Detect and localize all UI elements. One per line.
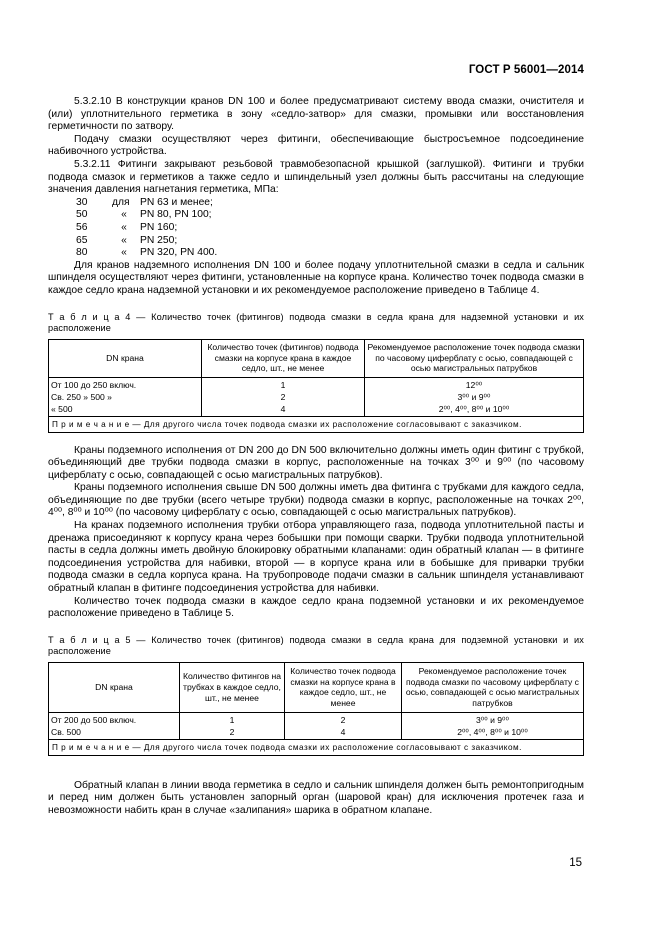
page-number: 15 [569,857,582,869]
table4-cell-dn: Св. 250 » 500 » [51,391,112,402]
table5-cell-position: 3⁰⁰ и 9⁰⁰ [476,714,509,725]
table4-note: П р и м е ч а н и е — Для другого числа точек подвода смазки их расположение согласовывают с заказчиком. [49,416,584,432]
table4-header-dn: DN крана [49,339,202,377]
table5-cell-points: 2 [340,714,346,725]
table5-caption: Т а б л и ц а 5 — Количество точек (фитингов) подвода смазки в седла крана для подземной установки и их расположение [48,634,584,656]
table5-cell-dn: Св. 500 [51,726,81,737]
table4-cell-dn: « 500 [51,403,73,414]
table5-cell-position: 2⁰⁰, 4⁰⁰, 8⁰⁰ и 10⁰⁰ [457,726,528,737]
table5-note: П р и м е ч а н и е — Для другого числа точек подвода смазки их расположение согласовывают с заказчиком. [49,739,584,755]
paragraph-underground-2: Краны подземного исполнения свыше DN 500 должны иметь два фитинга с трубками для каждого седла, объединяющие по две трубки (всего четыре трубки) подвода смазки в корпус, расположенные на точках 2⁰⁰, 4⁰⁰, 8⁰⁰ и 10⁰⁰ (по часовому циферблату с осью, совпадающей с осью магистральных патрубков). [48,482,584,519]
table5 [48,662,584,756]
paragraph-underground-3: На кранах подземного исполнения трубки отбора управляющего газа, подвода уплотнительной пасты и дренажа присоединяют к корпусу крана через бобышки при помощи сварки. Трубки подвода уплотнительной пасты в седла должны иметь двойную блокировку обратными клапанами: один обратный клапан — в фитинге подсоединения устройства для набивки, второй — в корпусе крана или в бобышке для приварки трубки подвода смазки в седла корпуса крана. На трубопроводе подачи смазки в сальник шпинделя устанавливают обратный клапан в фитинге подсоединения устройства для набивки. [48,520,584,595]
table5-cell-dn: От 200 до 500 включ. [51,714,137,725]
section-5-3-2-10: 5.3.2.10 В конструкции кранов DN 100 и более предусматривают систему ввода смазки, очистителя и (или) уплотнительного герметика в зону «седло-затвор» для смазки, промывки или восстановления герметичности по затвору. [48,96,584,133]
pressure-values-list [48,197,584,260]
table4 [48,339,584,433]
table4-cell-position: 12⁰⁰ [465,379,483,390]
body-text [48,96,584,818]
table4-cell-qty: 4 [280,403,286,414]
table5-header-dn: DN крана [49,662,180,712]
table4-cell-qty: 1 [280,379,286,390]
table4-cell-position: 2⁰⁰, 4⁰⁰, 8⁰⁰ и 10⁰⁰ [438,403,510,414]
standard-header: ГОСТ Р 56001—2014 [468,64,584,76]
table4-header-qty: Количество точек (фитингов) подвода смазки на корпусе крана в каждое седло, шт., не менее [202,339,365,377]
paragraph-check-valve: Обратный клапан в линии ввода герметика в седло и сальник шпинделя должен быть ремонтопригодным и перед ним должен быть установлен запорный орган (шаровой кран) для исключения протечек газа и невозможности набить кран в случае «залипания» шарика в обратном клапане. [48,779,584,816]
table5-cell-fittings: 1 [229,714,235,725]
table5-header-position: Рекомендуемое расположение точек подвода смазки по часовому циферблату с осью, совпадающей с осью магистральных патрубков [402,662,584,712]
table4-caption: Т а б л и ц а 4 — Количество точек (фитингов) подвода смазки в седла крана для надземной установки и их расположение [48,311,584,333]
list-item: 50 « PN 80, PN 100; [76,209,212,221]
list-item: 65 « PN 250; [76,234,178,246]
paragraph-underground-4: Количество точек подвода смазки в каждое седло крана подземной установки и их рекомендуемое расположение приведено в Таблице 5. [48,595,584,620]
paragraph-above-ground: Для кранов надземного исполнения DN 100 и более подачу уплотнительной смазки в седла и сальник шпинделя осуществляют через фитинги, установленные на корпусе крана. Количество точек подвода смазки в каждое седло крана надземной установки и их рекомендуемое расположение приведено в Таблице 4. [48,259,584,296]
table4-header-position: Рекомендуемое расположение точек подвода смазки по часовому циферблату с осью, совпадающей с осью магистральных патрубков [365,339,584,377]
section-5-3-2-11: 5.3.2.11 Фитинги закрывают резьбовой травмобезопасной крышкой (заглушкой). Фитинги и трубки подвода смазок и герметиков а также седло и шпиндельный узел должны быть рассчитаны на следующие значения давления нагнетания герметика, МПа: [48,158,584,196]
paragraph-supply: Подачу смазки осуществляют через фитинги, обеспечивающие быстросъемное подсоединение набивочного устройства. [48,133,584,158]
list-item: 30 для PN 63 и менее; [76,196,213,208]
paragraph-underground-1: Краны подземного исполнения от DN 200 до DN 500 включительно должны иметь один фитинг с трубкой, объединяющий две трубки подвода смазки в корпус, расположенные на точках 3⁰⁰ и 9⁰⁰ (по часовому циферблату с осью, совпадающей с осью магистральных патрубков). [48,444,584,481]
table5-header-points: Количество точек подвода смазки на корпусе крана в каждое седло, шт., не менее [285,662,402,712]
table4-cell-qty: 2 [280,391,286,402]
table5-cell-points: 4 [340,726,346,737]
table5-header-fittings: Количество фитингов на трубках в каждое седло, шт., не менее [180,662,285,712]
table4-cell-dn: От 100 до 250 включ. [51,379,137,390]
table4-cell-position: 3⁰⁰ и 9⁰⁰ [457,391,491,402]
table5-cell-fittings: 2 [229,726,235,737]
list-item: 56 « PN 160; [76,221,178,233]
list-item: 80 « PN 320, PN 400. [76,247,218,259]
